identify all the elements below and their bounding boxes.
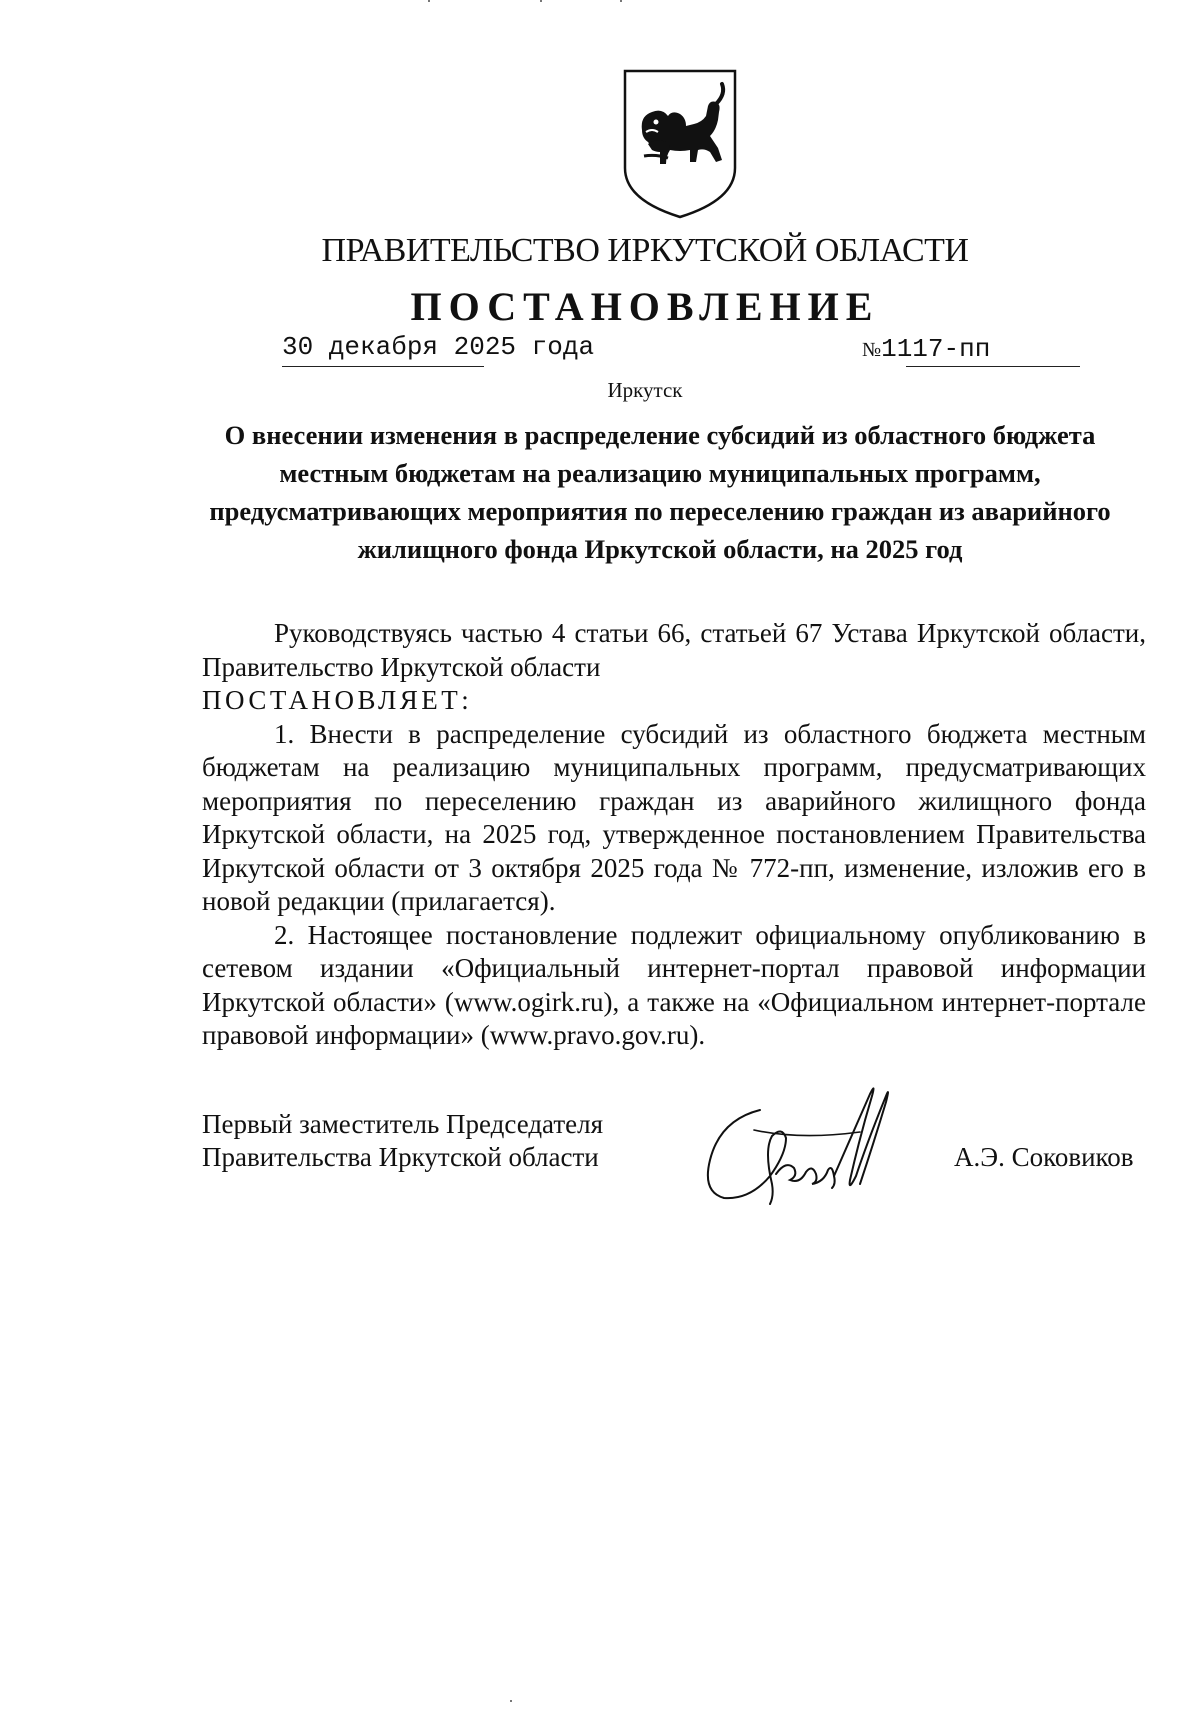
city: Иркутск xyxy=(607,378,683,402)
scan-artifact xyxy=(510,1700,512,1702)
signatory-position-line-2: Правительства Иркутской области xyxy=(202,1142,599,1172)
document-date: 30 декабря 2025 года xyxy=(282,332,595,362)
decree-item-2: 2. Настоящее постановление подлежит официальному опубликованию в сетевом издании «Официальный интернет-портал правовой информации Иркутской области» (www.ogirk.ru), а также на «Официальном интернет-портале правовой информации» (www.pravo.gov.ru). xyxy=(202,919,1146,1050)
number-sign: № xyxy=(862,339,882,361)
signatory-name: А.Э. Соковиков xyxy=(954,1142,1134,1172)
document-type: ПОСТАНОВЛЕНИЕ xyxy=(410,284,880,329)
irkutsk-region-coat-of-arms-icon xyxy=(622,68,738,220)
decree-item-1: 1. Внести в распределение субсидий из областного бюджета местным бюджетам на реализацию муниципальных программ, предусматривающих мероприятия по переселению граждан из аварийного жилищного фонда Иркутской области, на 2025 год, утвержденное постановлением Правительства Иркутской области от 3 октября 2025 года № 772-пп, изменение, изложив его в новой редакции (прилагается). xyxy=(202,718,1146,916)
scan-artifact xyxy=(428,0,430,2)
organization-name: ПРАВИТЕЛЬСТВО ИРКУТСКОЙ ОБЛАСТИ xyxy=(321,232,969,269)
preamble-paragraph: Руководствуясь частью 4 статьи 66, статьей 67 Устава Иркутской области, Правительство Иркутской области xyxy=(202,618,1146,682)
date-underline xyxy=(282,366,484,367)
signatory-position xyxy=(202,1108,603,1174)
number-underline xyxy=(906,366,1080,367)
document-body xyxy=(202,617,1146,1053)
handwritten-signature-icon xyxy=(700,1080,920,1220)
scan-artifact xyxy=(540,0,542,2)
decree-word: ПОСТАНОВЛЯЕТ: xyxy=(202,685,473,715)
document-number-block xyxy=(862,334,990,364)
document-number: 1117-пп xyxy=(881,334,991,364)
document-title: О внесении изменения в распределение субсидий из областного бюджета местным бюджетам на реализацию муниципальных программ, предусматривающих мероприятия по переселению граждан из аварийного жилищного фонда Иркутской области, на 2025 год xyxy=(209,420,1111,564)
signatory-position-line-1: Первый заместитель Председателя xyxy=(202,1109,604,1139)
scan-artifact xyxy=(620,0,622,2)
